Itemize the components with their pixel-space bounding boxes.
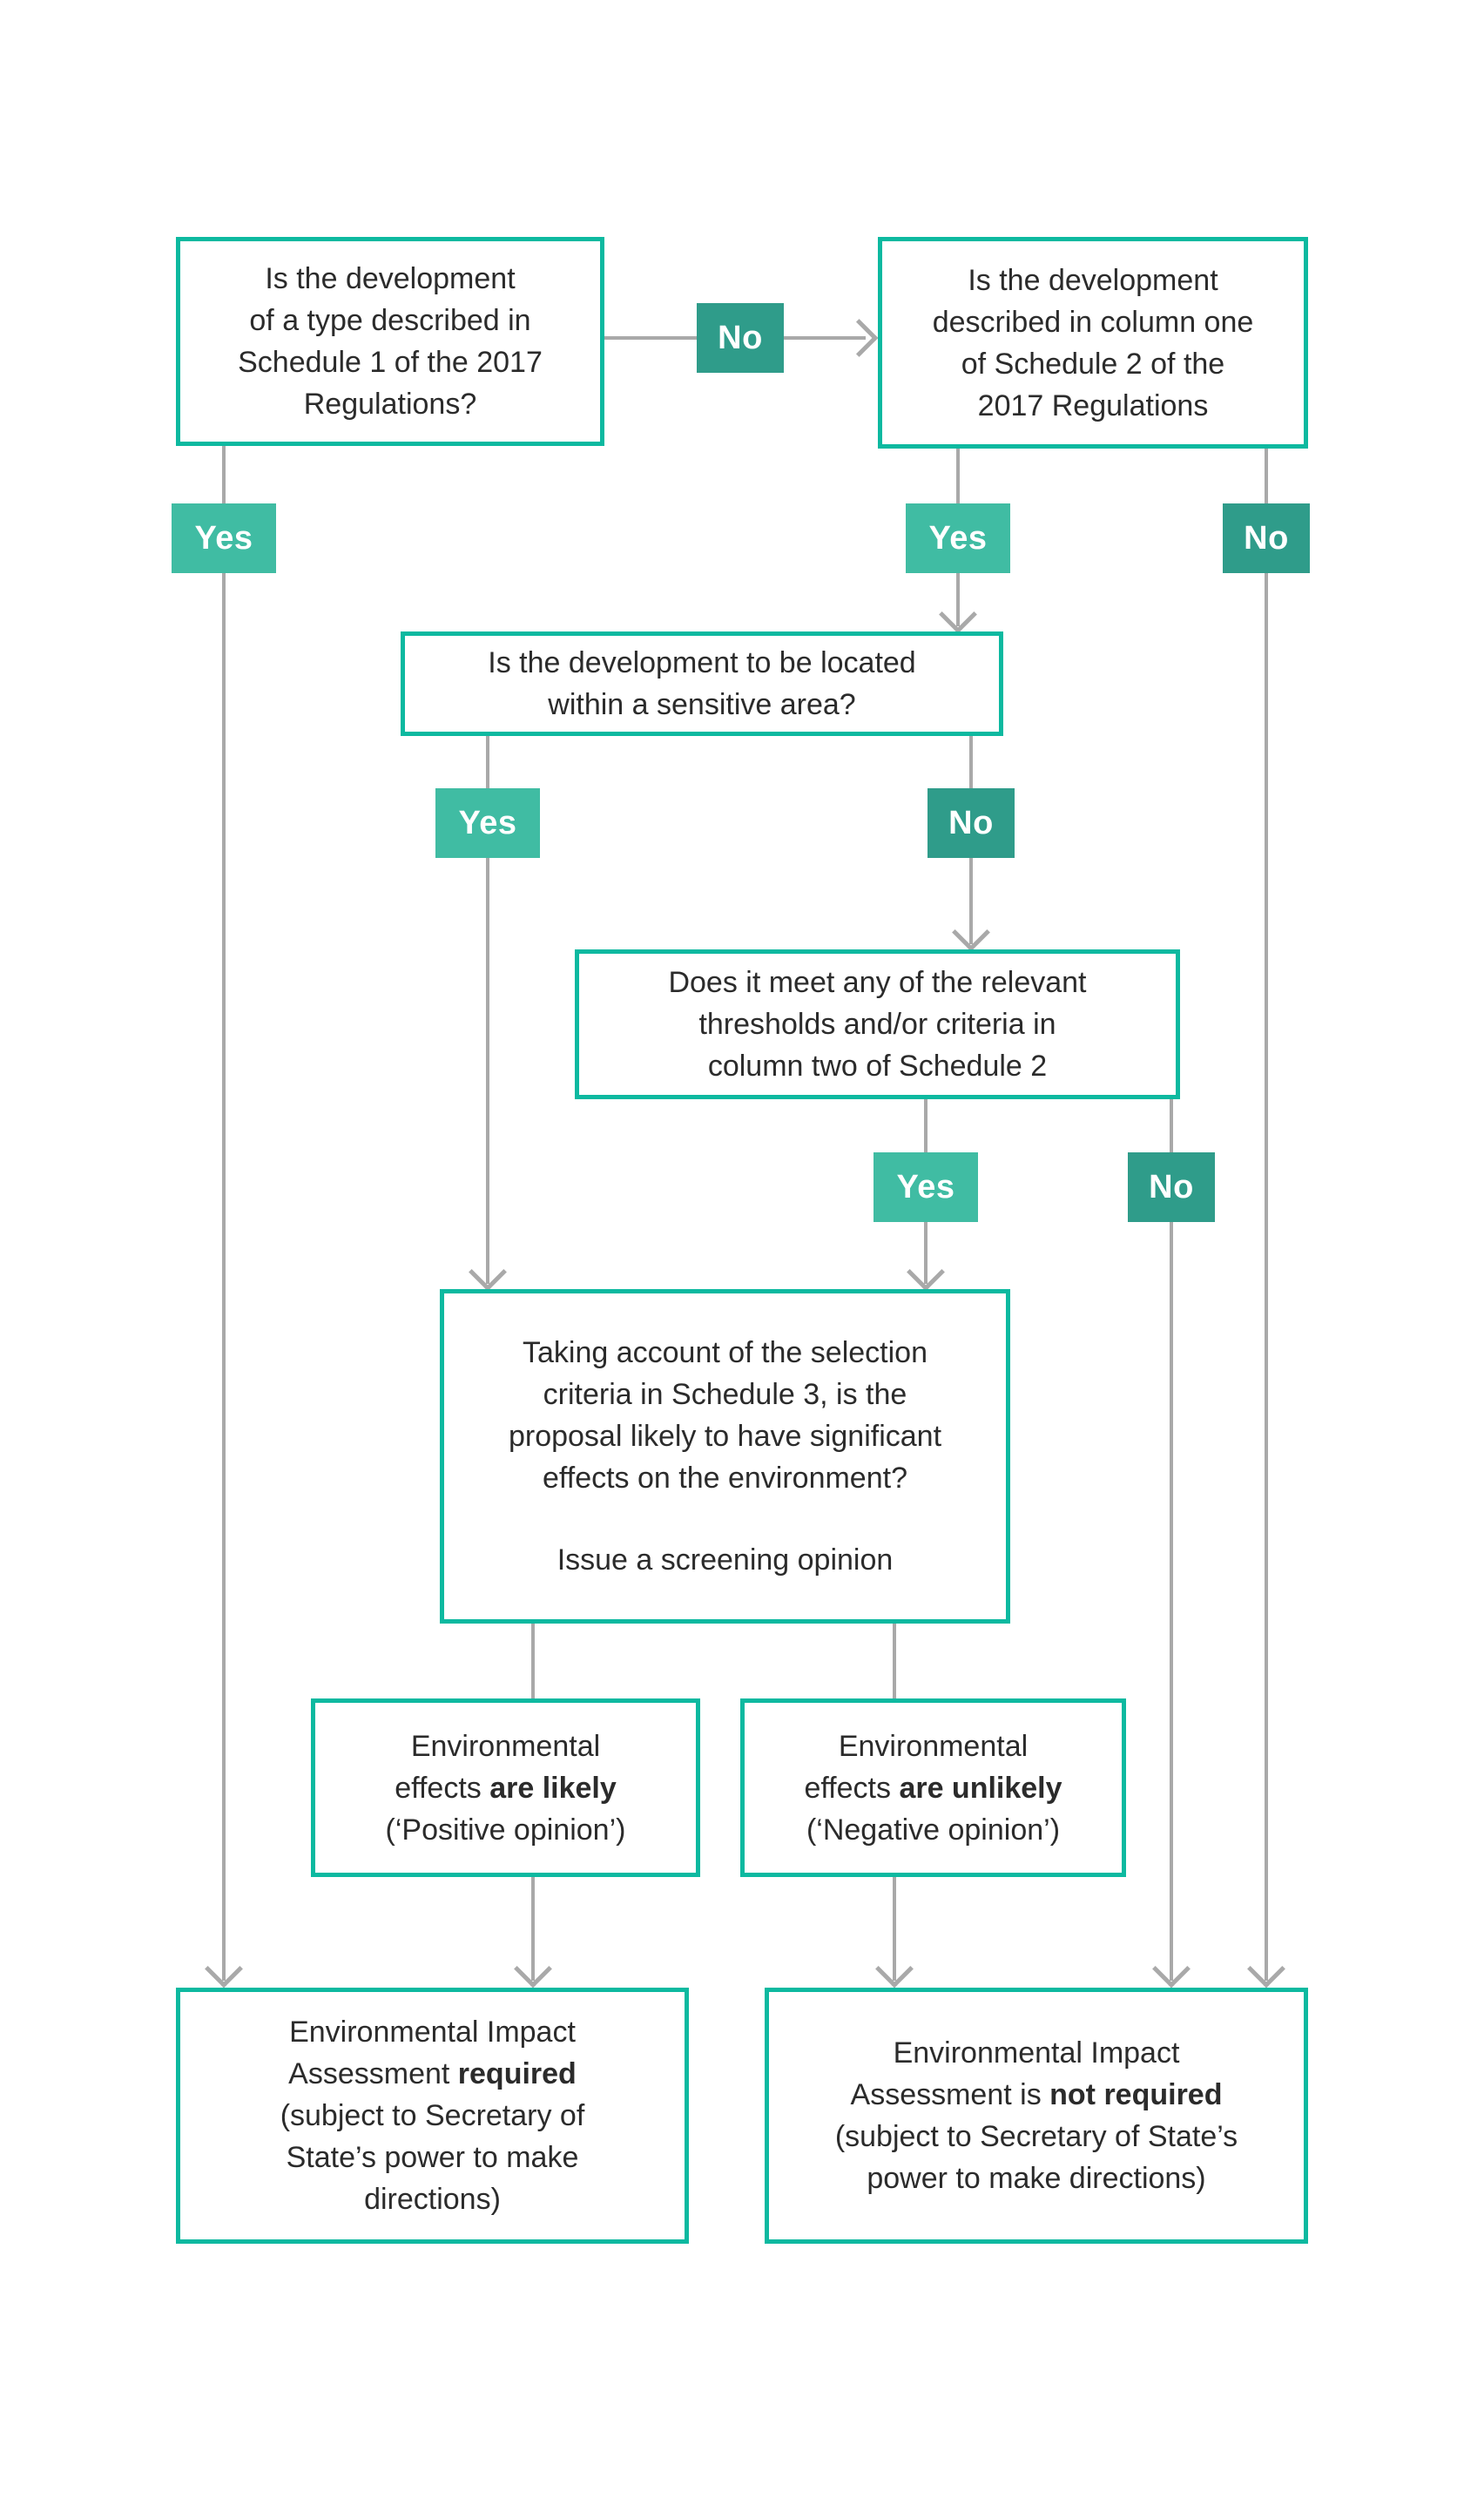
node-text-line: (‘Negative opinion’) — [806, 1813, 1061, 1847]
node-text-line: Environmental Impact — [893, 2036, 1180, 2070]
arrow-down-icon — [952, 914, 990, 952]
node-text-line: Assessment required — [288, 2057, 577, 2090]
node-text-line: power to make directions) — [867, 2162, 1206, 2195]
arrow-down-icon — [939, 596, 977, 634]
node-text-line: Environmental — [410, 1729, 601, 1763]
node-text-line: of Schedule 2 of the — [961, 347, 1225, 381]
connector-screening-to-positive — [531, 1624, 535, 1698]
node-schedule1-question — [176, 237, 604, 446]
node-text-line: Issue a screening opinion — [556, 1543, 894, 1577]
node-text-line: of a type described in — [249, 304, 531, 337]
node-schedule2-question — [878, 237, 1308, 449]
node-text-line: 2017 Regulations — [977, 388, 1209, 422]
arrow-down-icon — [875, 1950, 914, 1989]
node-text-line: (subject to Secretary of State’s — [834, 2120, 1238, 2153]
node-text-line: proposal likely to have significant — [508, 1420, 942, 1453]
node-eia-required — [176, 1988, 689, 2244]
arrow-down-icon — [1152, 1950, 1191, 1989]
connector-positive-to-required — [531, 1877, 535, 1981]
node-screening-opinion — [440, 1289, 1010, 1624]
node-text-line: Is the development — [265, 262, 516, 295]
arrow-down-icon — [514, 1950, 552, 1989]
node-text-line: thresholds and/or criteria in — [698, 1008, 1056, 1041]
node-thresholds-question — [575, 949, 1180, 1099]
connector-schedule2-no — [1265, 449, 1268, 1981]
node-text-line: Is the development — [968, 263, 1218, 297]
node-text-line: described in column one — [932, 305, 1254, 339]
node-text-line: directions) — [364, 2183, 501, 2216]
node-text-line: (‘Positive opinion’) — [385, 1813, 626, 1847]
node-negative-opinion — [740, 1698, 1126, 1877]
arrow-down-icon — [205, 1950, 243, 1989]
badge-yes-schedule2: Yes — [906, 503, 1010, 573]
node-text-line: Assessment is not required — [850, 2078, 1223, 2111]
node-sensitive-area-question — [401, 631, 1003, 736]
connector-thresholds-no — [1170, 1099, 1173, 1981]
badge-yes-sensitive: Yes — [435, 788, 540, 858]
node-text-line: effects are unlikely — [804, 1771, 1062, 1805]
connector-negative-to-not-required — [893, 1877, 896, 1981]
connector-schedule1-yes — [222, 446, 226, 1981]
node-text-line: Is the development to be located — [488, 646, 916, 679]
node-text-line: Does it meet any of the relevant — [668, 966, 1087, 999]
badge-no-schedule2: No — [1223, 503, 1310, 573]
node-eia-not-required — [765, 1988, 1308, 2244]
arrow-right-icon — [840, 319, 879, 357]
node-text-line: criteria in Schedule 3, is the — [543, 1378, 907, 1411]
badge-no-thresholds: No — [1128, 1152, 1215, 1222]
node-text-line: Regulations? — [303, 388, 477, 421]
badge-yes-schedule1: Yes — [172, 503, 276, 573]
node-text-line: effects on the environment? — [543, 1462, 907, 1495]
arrow-down-icon — [469, 1253, 507, 1292]
badge-yes-thresholds: Yes — [874, 1152, 978, 1222]
connector-screening-to-negative — [893, 1624, 896, 1698]
node-text-line: Schedule 1 of the 2017 — [238, 346, 543, 379]
node-text-line: column two of Schedule 2 — [707, 1050, 1048, 1083]
node-text-line: (subject to Secretary of — [280, 2099, 585, 2132]
node-text-line: Environmental Impact — [289, 2016, 576, 2049]
node-positive-opinion — [311, 1698, 700, 1877]
node-text-line: within a sensitive area? — [548, 688, 856, 721]
badge-no-sensitive: No — [928, 788, 1015, 858]
arrow-down-icon — [1247, 1950, 1285, 1989]
badge-no-schedule1: No — [697, 303, 784, 373]
node-text-line: State’s power to make — [286, 2141, 579, 2174]
arrow-down-icon — [907, 1253, 945, 1292]
node-text-line: effects are likely — [395, 1771, 617, 1805]
node-text-line: Environmental — [838, 1729, 1029, 1763]
node-text-line: Taking account of the selection — [523, 1336, 928, 1369]
